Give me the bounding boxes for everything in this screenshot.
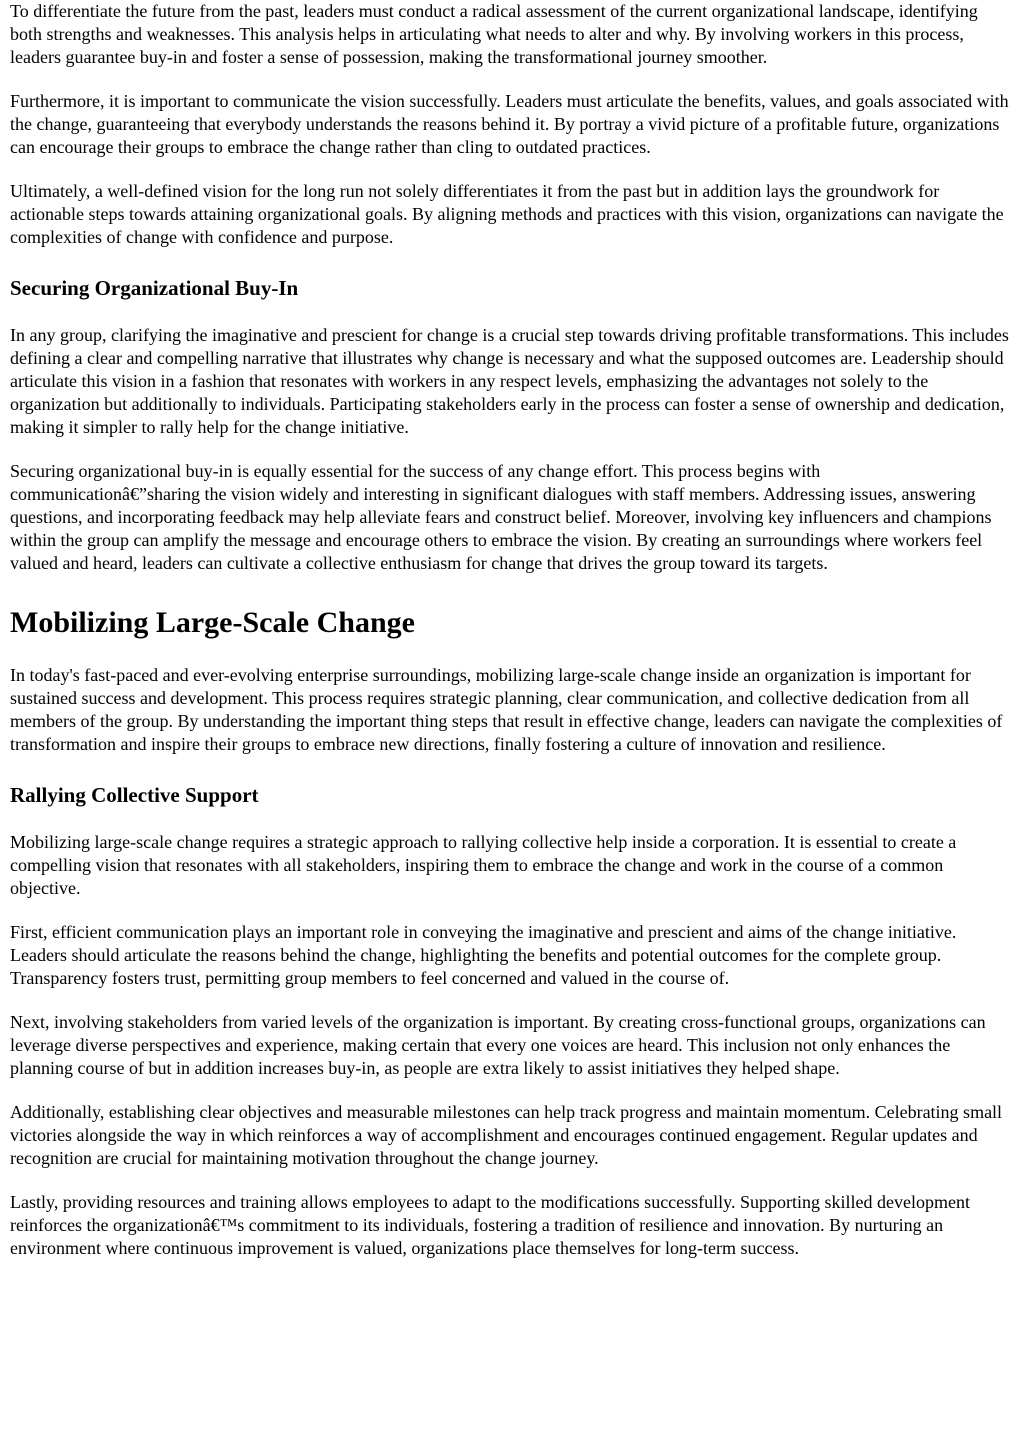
paragraph: In any group, clarifying the imaginative and prescient for change is a crucial step towards driving profitable transformations. This includes defining a clear and compelling narrative that illustrates why change is necessary and what the supposed outcomes are. Leadership should articulate this vision in a fashion that resonates with workers in any respect levels, emphasizing the advantages not solely to the organization but additionally to individuals. Participating stakeholders early in the process can foster a sense of ownership and dedication, making it simpler to rally help for the change initiative. xyxy=(10,325,1009,437)
paragraph: To differentiate the future from the past, leaders must conduct a radical assessment of the current organizational landscape, identifying both strengths and weaknesses. This analysis helps in articulating what needs to alter and why. By involving workers in this process, leaders guarantee buy-in and foster a sense of possession, making the transformational journey smoother. xyxy=(10,1,978,67)
paragraph: Ultimately, a well-defined vision for the long run not solely differentiates it from the past but in addition lays the groundwork for actionable steps towards attaining organizational goals. By aligning methods and practices with this vision, organizations can navigate the complexities of change with confidence and purpose. xyxy=(10,181,1004,247)
paragraph: Mobilizing large-scale change requires a strategic approach to rallying collective help inside a corporation. It is essential to create a compelling vision that resonates with all stakeholders, inspiring them to embrace the change and work in the course of a common objective. xyxy=(10,832,957,898)
paragraph: First, efficient communication plays an important role in conveying the imaginative and prescient and aims of the change initiative. Leaders should articulate the reasons behind the change, highlighting the benefits and potential outcomes for the complete group. Transparency fosters trust, permitting group members to feel concerned and valued in the course of. xyxy=(10,922,957,988)
paragraph: Lastly, providing resources and training allows employees to adapt to the modifications successfully. Supporting skilled development reinforces the organizationâ€™s commitment to its individuals, fostering a tradition of resilience and innovation. By nurturing an environment where continuous improvement is valued, organizations place themselves for long-term success. xyxy=(10,1192,970,1258)
paragraph: Furthermore, it is important to communicate the vision successfully. Leaders must articulate the benefits, values, and goals associated with the change, guaranteeing that everybody understands the reasons behind it. By portray a vivid picture of a profitable future, organizations can encourage their groups to embrace the change rather than cling to outdated practices. xyxy=(10,91,1009,157)
section-heading-rallying-support: Rallying Collective Support xyxy=(10,783,259,807)
paragraph: Next, involving stakeholders from varied levels of the organization is important. By creating cross-functional groups, organizations can leverage diverse perspectives and experience, making certain that every one voices are heard. This inclusion not only enhances the planning course of but in addition increases buy-in, as people are extra likely to assist initiatives they helped shape. xyxy=(10,1012,986,1078)
paragraph: Securing organizational buy-in is equally essential for the success of any change effort. This process begins with communicationâ€”sharing the vision widely and interesting in significant dialogues with staff members. Addressing issues, answering questions, and incorporating feedback may help alleviate fears and construct belief. Moreover, involving key influencers and champions within the group can amplify the message and encourage others to embrace the vision. By creating an surroundings where workers feel valued and heard, leaders can cultivate a collective enthusiasm for change that drives the group toward its targets. xyxy=(10,461,992,573)
section-heading-securing-buy-in: Securing Organizational Buy-In xyxy=(10,276,299,300)
section-title-mobilizing-change: Mobilizing Large-Scale Change xyxy=(10,606,415,639)
paragraph: Additionally, establishing clear objectives and measurable milestones can help track progress and maintain momentum. Celebrating small victories alongside the way in which reinforces a way of accomplishment and encourages continued engagement. Regular updates and recognition are crucial for maintaining motivation throughout the change journey. xyxy=(10,1102,1003,1168)
paragraph: In today's fast-paced and ever-evolving enterprise surroundings, mobilizing large-scale change inside an organization is important for sustained success and development. This process requires strategic planning, clear communication, and collective dedication from all members of the group. By understanding the important thing steps that result in effective change, leaders can navigate the complexities of transformation and inspire their groups to embrace new directions, finally fostering a culture of innovation and resilience. xyxy=(10,665,1003,754)
